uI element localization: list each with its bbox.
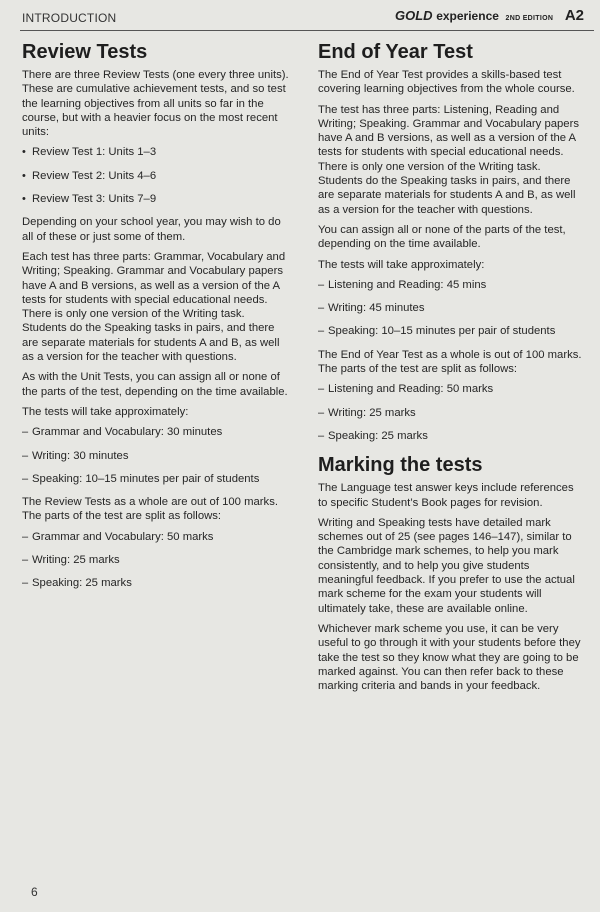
list-item: – Listening and Reading: 50 marks xyxy=(318,382,586,396)
eoy-sections: The test has three parts: Listening, Reading and Writing; Speaking. Grammar and Vocabulary papers have A and B versions, as well as a version of the A tests for students with special educational needs. There is only one version of the Writing task. Students do the Speaking tasks in pairs, and there are separate materials for students A and B, as well as a version for the teacher with questions. xyxy=(318,103,580,216)
header-rule xyxy=(20,30,594,31)
list-item: – Writing: 25 marks xyxy=(22,553,290,567)
eoy-time-list xyxy=(318,278,586,339)
review-sections: Each test has three parts: Grammar, Vocabulary and Writing; Speaking. Grammar and Vocabulary papers have A and B versions, as well as a version of the A tests for students with special educational needs. There is only one version of the Writing task. Students do the Speaking tasks in pairs, and there are separate materials for students A and B, as well as a version for the teacher with questions. xyxy=(22,250,286,364)
brand-gold: GOLD xyxy=(395,8,433,23)
eoy-time-intro: The tests will take approximately: xyxy=(318,258,485,271)
eoy-marks-intro: The End of Year Test as a whole is out of 100 marks. The parts of the test are split as follows: xyxy=(318,348,582,376)
list-item: – Speaking: 25 marks xyxy=(318,429,586,443)
review-time-list xyxy=(22,425,290,486)
brand-experience: experience xyxy=(436,9,499,23)
list-item: – Writing: 30 minutes xyxy=(22,449,290,463)
list-item: • Review Test 3: Units 7–9 xyxy=(22,192,290,206)
review-intro: There are three Review Tests (one every three units). These are cumulative achievement tests, and so test the learning objectives from all units so far in the course, but with a heavier focus on the most recent units: xyxy=(22,69,289,139)
brand-logo xyxy=(395,7,584,24)
level-code: A2 xyxy=(564,7,584,24)
review-marks-list xyxy=(22,530,290,591)
section-label: INTRODUCTION xyxy=(22,11,117,25)
marking-p1: The Language test answer keys include references to specific Student’s Book pages for revision. xyxy=(318,482,574,509)
left-column xyxy=(22,40,290,600)
marking-p3: Whichever mark scheme you use, it can be very useful to go through it with your students before they take the test so they know what they are going to be marked against. You can then refer back to these marking criteria and bands in your feedback. xyxy=(318,622,581,693)
eoy-marks-list xyxy=(318,382,586,443)
eoy-assign: You can assign all or none of the parts of the test, depending on the time available. xyxy=(318,223,566,251)
list-item: – Writing: 25 marks xyxy=(318,406,586,420)
list-item: – Grammar and Vocabulary: 30 minutes xyxy=(22,425,290,439)
marking-p2: Writing and Speaking tests have detailed mark schemes out of 25 (see pages 146–147), similar to the Cambridge mark schemes, to help you mark consistently, and to help you give students meaningful feedback. If you prefer to use the actual mark scheme for the exam your students will ultimately take, these are available online. xyxy=(318,516,575,615)
list-item: – Speaking: 10–15 minutes per pair of students xyxy=(318,324,586,338)
review-tests-heading: Review Tests xyxy=(22,41,148,63)
page-header xyxy=(0,0,600,30)
list-item: – Listening and Reading: 45 mins xyxy=(318,278,586,292)
page-number: 6 xyxy=(31,885,38,899)
review-marks-intro: The Review Tests as a whole are out of 100 marks. The parts of the test are split as follows: xyxy=(22,496,278,523)
review-school-year: Depending on your school year, you may wish to do all of these or just some of them. xyxy=(22,216,281,243)
list-item: – Speaking: 25 marks xyxy=(22,576,290,590)
review-assign: As with the Unit Tests, you can assign all or none of the parts of the test, depending on the time available. xyxy=(22,371,288,398)
marking-heading: Marking the tests xyxy=(318,454,483,477)
list-item: – Speaking: 10–15 minutes per pair of students xyxy=(22,472,290,486)
list-item: • Review Test 1: Units 1–3 xyxy=(22,145,290,159)
list-item: – Writing: 45 minutes xyxy=(318,301,586,315)
review-test-list xyxy=(22,145,290,206)
list-item: • Review Test 2: Units 4–6 xyxy=(22,169,290,183)
list-item: – Grammar and Vocabulary: 50 marks xyxy=(22,530,290,544)
right-column xyxy=(318,40,586,699)
end-of-year-heading: End of Year Test xyxy=(318,41,473,63)
brand-edition: 2ND EDITION xyxy=(505,15,554,22)
eoy-intro: The End of Year Test provides a skills-based test covering learning objectives from the whole course. xyxy=(318,69,575,96)
review-time-intro: The tests will take approximately: xyxy=(22,405,189,418)
